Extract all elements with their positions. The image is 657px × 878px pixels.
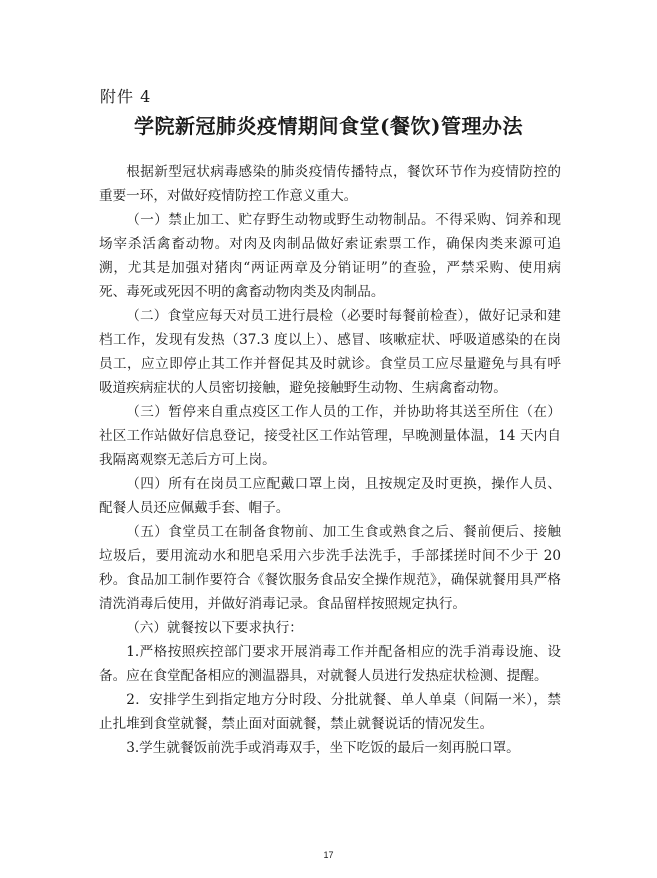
page-number: 17 <box>323 850 334 860</box>
paragraph-subitem-1: 1.严格按照疾控部门要求开展消毒工作并配备相应的洗手消毒设施、设备。应在食堂配备相应的测温器具，对就餐人员进行发热症状检测、提醒。 <box>99 644 561 684</box>
paragraph-item-6: （六）就餐按以下要求执行： <box>126 620 303 636</box>
paragraph-item-4: （四）所有在岗员工应配戴口罩上岗，且按规定及时更换，操作人员、配餐人员还应佩戴手套、帽子。 <box>99 476 561 516</box>
paragraph-subitem-2: 2．安排学生到指定地方分时段、分批就餐、单人单桌（间隔一米），禁止扎堆到食堂就餐，禁止面对面就餐，禁止就餐说话的情况发生。 <box>99 692 561 732</box>
document-title: 学院新冠肺炎疫情期间食堂(餐饮)管理办法 <box>134 114 523 138</box>
paragraph-item-3: （三）暂停来自重点疫区工作人员的工作，并协助将其送至所住（在）社区工作站做好信息登记，接受社区工作站管理，早晚测量体温，14 天内自我隔离观察无恙后方可上岗。 <box>99 404 561 468</box>
paragraph-item-1: （一）禁止加工、贮存野生动物或野生动物制品。不得采购、饲养和现场宰杀活禽畜动物。对肉及肉制品做好索证索票工作，确保肉类来源可追溯，尤其是加强对猪肉“两证两章及分销证明”的查验，严禁采购、使用病死、毒死或死因不明的禽畜动物肉类及肉制品。 <box>99 212 561 300</box>
paragraph-subitem-3: 3.学生就餐饭前洗手或消毒双手，坐下吃饭的最后一刻再脱口罩。 <box>126 740 520 756</box>
paragraph-item-5: （五）食堂员工在制备食物前、加工生食或熟食之后、餐前便后、接触垃圾后，要用流动水和肥皂采用六步洗手法洗手，手部揉搓时间不少于 20 秒。食品加工制作要符合《餐饮服务食品安全操作规范》，确保就餐用具严格清洗消毒后使用，并做好消毒记录。食品留样按照规定执行。 <box>99 524 561 612</box>
attachment-label: 附件 4 <box>100 87 152 106</box>
paragraph-intro: 根据新型冠状病毒感染的肺炎疫情传播特点，餐饮环节作为疫情防控的重要一环，对做好疫情防控工作意义重大。 <box>99 164 561 204</box>
paragraph-item-2: （二）食堂应每天对员工进行晨检（必要时每餐前检查），做好记录和建档工作，发现有发热（37.3 度以上）、感冒、咳嗽症状、呼吸道感染的在岗员工，应立即停止其工作并督促其及时就诊。食堂员工应尽量避免与具有呼吸道疾病症状的人员密切接触，避免接触野生动物、生病禽畜动物。 <box>99 308 561 396</box>
document-body <box>99 160 561 760</box>
